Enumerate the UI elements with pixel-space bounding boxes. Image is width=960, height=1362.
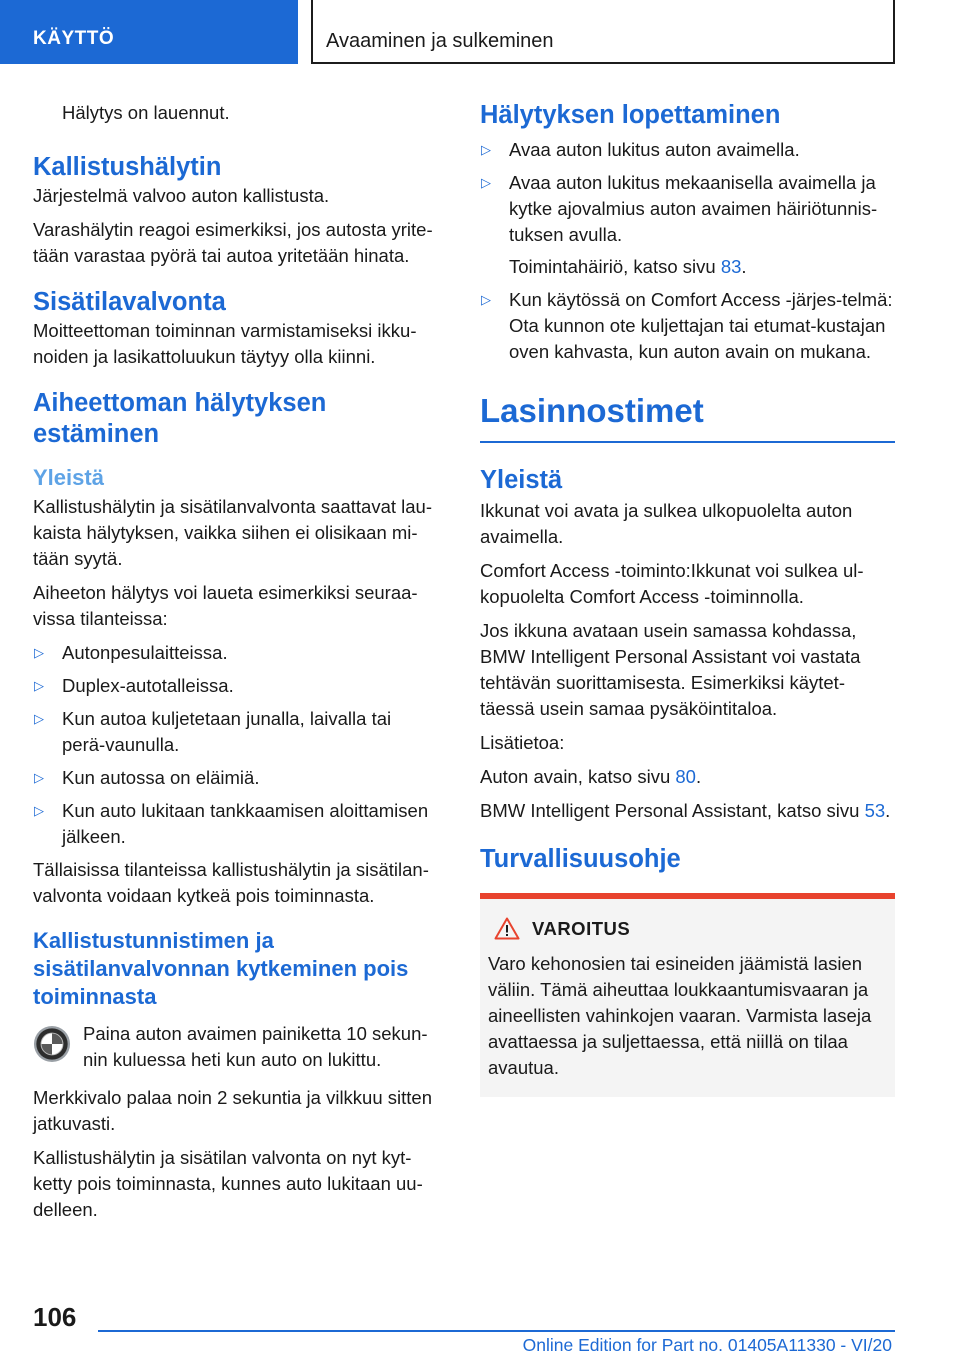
right-column — [480, 100, 895, 1097]
warning-triangle-icon — [494, 917, 520, 940]
tilt-alarm-p2: Varashälytin reagoi esimerkiksi, jos autosta yrite-tään varastaa pyörä tai autoa yritetään hinata. — [33, 219, 433, 266]
deactivate-p2: Merkkivalo palaa noin 2 sekuntia ja vilkkuu sitten jatkuvasti. — [33, 1087, 432, 1134]
stop-alarm-heading: Hälytyksen lopettaminen — [480, 101, 781, 129]
list-item: ▷ Kun autossa on eläimiä. — [33, 765, 438, 791]
triangle-bullet-icon: ▷ — [34, 645, 44, 660]
deactivate-heading: Kallistustunnistimen ja sisätilanvalvonnan kytkeminen pois toiminnasta — [33, 928, 409, 1009]
list-item: ▷ Avaa auton lukitus mekaanisella avaimella ja kytke ajovalmius auton avaimen häiriötunnis-tuksen avulla. Toimintahäiriö, katso sivu 83. — [480, 170, 895, 280]
chapter-label: Avaaminen ja sulkeminen — [326, 30, 554, 52]
page-header — [0, 0, 960, 66]
list-item: ▷ Duplex-autotalleissa. — [33, 673, 438, 699]
triangle-bullet-icon: ▷ — [34, 678, 44, 693]
windows-p1: Ikkunat voi avata ja sulkea ulkopuolelta auton avaimella. — [480, 500, 853, 547]
situations-list — [33, 640, 438, 850]
list-item: ▷ Avaa auton lukitus auton avaimella. — [480, 137, 895, 163]
interior-monitor-p1: Moitteettoman toiminnan varmistamiseksi ikku-noiden ja lasikattoluukun täytyy olla kiinni. — [33, 320, 417, 367]
list-item: ▷ Kun autoa kuljetetaan junalla, laivalla tai perä-vaunulla. — [34, 708, 392, 755]
edition-text: Online Edition for Part no. 01405A11330 - VI/20 — [522, 1335, 892, 1355]
triangle-bullet-icon: ▷ — [481, 292, 491, 307]
windows-p3: Jos ikkuna avataan usein samassa kohdassa, BMW Intelligent Personal Assistant voi vastata tehtävän suorittamisesta. Esimerkiksi käytet-täessä usein samaa pysäköintitaloa. — [480, 620, 861, 719]
page-number: 106 — [33, 1302, 77, 1332]
footer-divider — [98, 1330, 895, 1332]
chapter-tab — [311, 0, 895, 64]
deactivate-p1: Paina auton avaimen painiketta 10 sekun-nin kuluessa heti kun auto on lukittu. — [83, 1023, 428, 1070]
section-tab — [0, 0, 298, 64]
triangle-bullet-icon: ▷ — [34, 803, 44, 818]
assistant-reference: BMW Intelligent Personal Assistant, katso sivu 53. — [480, 800, 891, 821]
general-p3: Tällaisissa tilanteissa kallistushälytin ja sisätilan-valvonta voidaan kytkeä pois toiminnasta. — [33, 859, 429, 906]
tilt-alarm-p1: Järjestelmä valvoo auton kallistusta. — [33, 185, 330, 206]
tilt-alarm-heading: Kallistushälytin — [33, 153, 222, 181]
deactivate-p3: Kallistushälytin ja sisätilan valvonta on nyt kyt-ketty pois toiminnasta, kunnes auto lukitaan uu-delleen. — [33, 1147, 423, 1220]
left-column — [33, 100, 438, 1231]
intro-text: Hälytys on lauennut. — [62, 102, 230, 123]
windows-p2: Comfort Access -toiminto:Ikkunat voi sulkea ul-kopuolelta Comfort Access -toiminnolla. — [480, 560, 864, 607]
general-heading-left: Yleistä — [33, 465, 104, 490]
more-info-label: Lisätietoa: — [480, 732, 565, 753]
page-link-53[interactable]: 53 — [864, 800, 886, 821]
warning-text: Varo kehonosien tai esineiden jäämistä lasien väliin. Tämä aiheuttaa loukkaantumisvaaran ja aineellisten vahinkojen vaaran. Varmista laseja avattaessa ja suljettaessa, että niillä on tilaa avautua. — [488, 953, 872, 1078]
triangle-bullet-icon: ▷ — [34, 711, 44, 726]
window-lifters-heading: Lasinnostimet — [480, 389, 895, 443]
list-item: ▷ Kun käytössä on Comfort Access -järjes-telmä: Ota kunnon ote kuljettajan tai etumat-kustajan oven kahvasta, kun auton avain on mukana. — [481, 289, 893, 362]
triangle-bullet-icon: ▷ — [34, 770, 44, 785]
section-label: KÄYTTÖ — [33, 28, 115, 49]
page-link-83[interactable]: 83 — [720, 256, 742, 277]
key-reference: Auton avain, katso sivu 80. — [480, 766, 702, 787]
triangle-bullet-icon: ▷ — [481, 175, 491, 190]
triangle-bullet-icon: ▷ — [481, 142, 491, 157]
page-footer — [0, 1290, 960, 1362]
list-item: ▷ Autonpesulaitteissa. — [33, 640, 438, 666]
bmw-key-button-icon — [33, 1025, 71, 1063]
stop-alarm-list — [480, 137, 895, 365]
warning-box — [480, 893, 895, 1097]
warning-title: VAROITUS — [488, 917, 887, 941]
false-alarm-heading: Aiheettoman hälytyksen estäminen — [33, 389, 327, 448]
general-p1: Kallistushälytin ja sisätilanvalvonta saattavat lau-kaista hälytyksen, vaikka siihen ei olisikaan mi-tään syytä. — [33, 496, 432, 569]
list-item: ▷ Kun auto lukitaan tankkaamisen aloittamisen jälkeen. — [34, 800, 429, 847]
interior-monitor-heading: Sisätilavalvonta — [33, 288, 226, 316]
safety-heading: Turvallisuusohje — [480, 845, 681, 873]
general-heading-right: Yleistä — [480, 466, 563, 494]
malfunction-reference: Toimintahäiriö, katso sivu 83. — [509, 256, 747, 277]
page-link-80[interactable]: 80 — [675, 766, 696, 787]
key-button-instruction — [33, 1021, 438, 1077]
general-p2: Aiheeton hälytys voi laueta esimerkiksi seuraa-vissa tilanteissa: — [33, 582, 418, 629]
